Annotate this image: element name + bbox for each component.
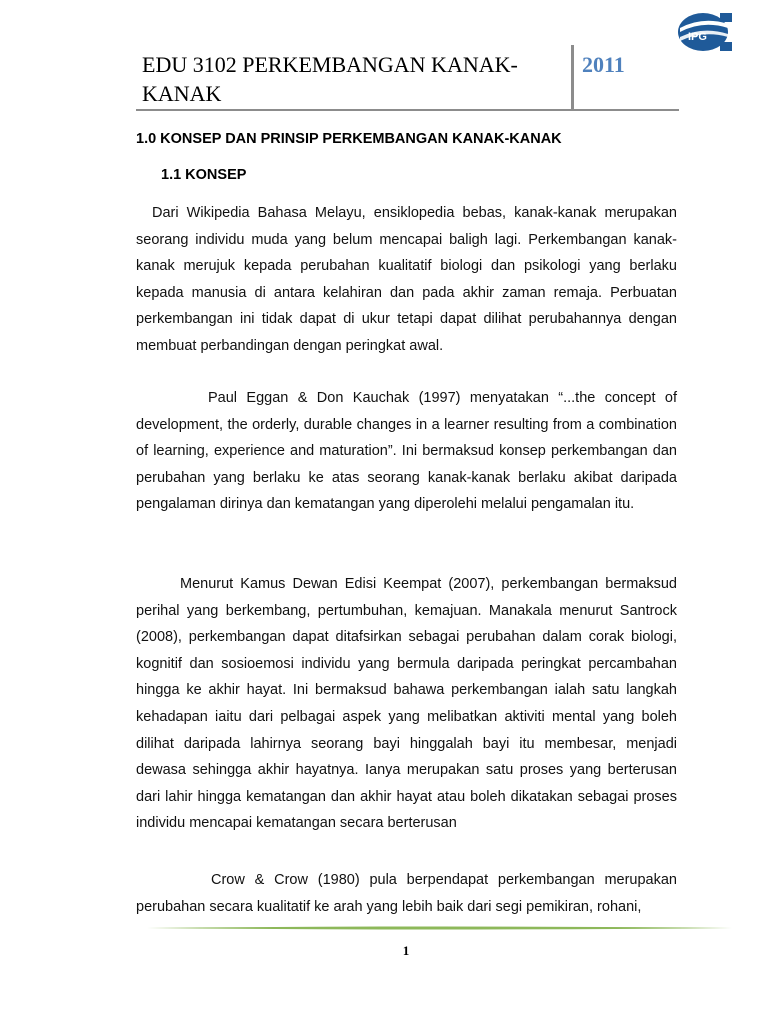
document-year: 2011 [582, 52, 625, 77]
document-title: EDU 3102 PERKEMBANGAN KANAK-KANAK [142, 52, 518, 106]
ipg-logo-text: IPG [688, 31, 707, 43]
subsection-heading: 1.1 KONSEP [161, 167, 247, 183]
paragraph-eggan-kauchak: Paul Eggan & Don Kauchak (1997) menyatakan “...the concept of development, the orderly, durable changes in a learner resulting from a combination of learning, experience and maturation”. Ini bermaksud konsep perkembangan dan perubahan yang berlaku ke atas seorang kanak-kanak berlaku akibat daripada pengalaman dirinya dan kematangan yang diperolehi melalui pengamalan itu. [136, 390, 677, 513]
page-number: 1 [402, 943, 410, 958]
header-divider-horizontal [136, 109, 679, 111]
paragraph-wikipedia-definition: Dari Wikipedia Bahasa Melayu, ensiklopedia bebas, kanak-kanak merupakan seorang individu muda yang belum mencapai baligh lagi. Perkembangan kanak-kanak merujuk kepada perubahan kualitatif biologi dan psikologi yang berlaku kepada manusia di antara kelahiran dan pada akhir zaman remaja. Perbuatan perkembangan ini tidak dapat di ukur tetapi dapat dilihat perubahannya dengan membuat perbandingan dengan peringkat awal. [136, 205, 677, 354]
ipg-logo-icon [676, 10, 732, 54]
header-divider-vertical [571, 45, 574, 111]
paragraph-kamus-dewan-santrock: Menurut Kamus Dewan Edisi Keempat (2007), perkembangan bermaksud perihal yang berkembang, pertumbuhan, kemajuan. Manakala menurut Santrock (2008), perkembangan dapat ditafsirkan sebagai perubahan dalam corak biologi, kognitif dan sosioemosi individu yang bermula daripada peringkat percambahan hingga ke akhir hayat. Ini bermaksud bahawa perkembangan ialah satu langkah kehadapan iaitu dari pelbagai aspek yang melibatkan aktiviti mental yang boleh dilihat daripada lahirnya seorang bayi hinggalah bayi itu membesar, menjadi dewasa sehingga akhir hayatnya. Ianya merupakan satu proses yang berterusan dari lahir hingga kematangan dan akhir hayat atau boleh dikatakan sebagai proses individu mencapai kematangan secara berterusan [136, 576, 677, 832]
ipg-logo-graphic [676, 10, 732, 54]
footer-divider [147, 925, 732, 931]
paragraph-crow-crow: Crow & Crow (1980) pula berpendapat perkembangan merupakan perubahan secara kualitatif ke arah yang lebih baik dari segi pemikiran, rohani, [136, 872, 677, 915]
section-heading: 1.0 KONSEP DAN PRINSIP PERKEMBANGAN KANAK-KANAK [136, 131, 562, 147]
